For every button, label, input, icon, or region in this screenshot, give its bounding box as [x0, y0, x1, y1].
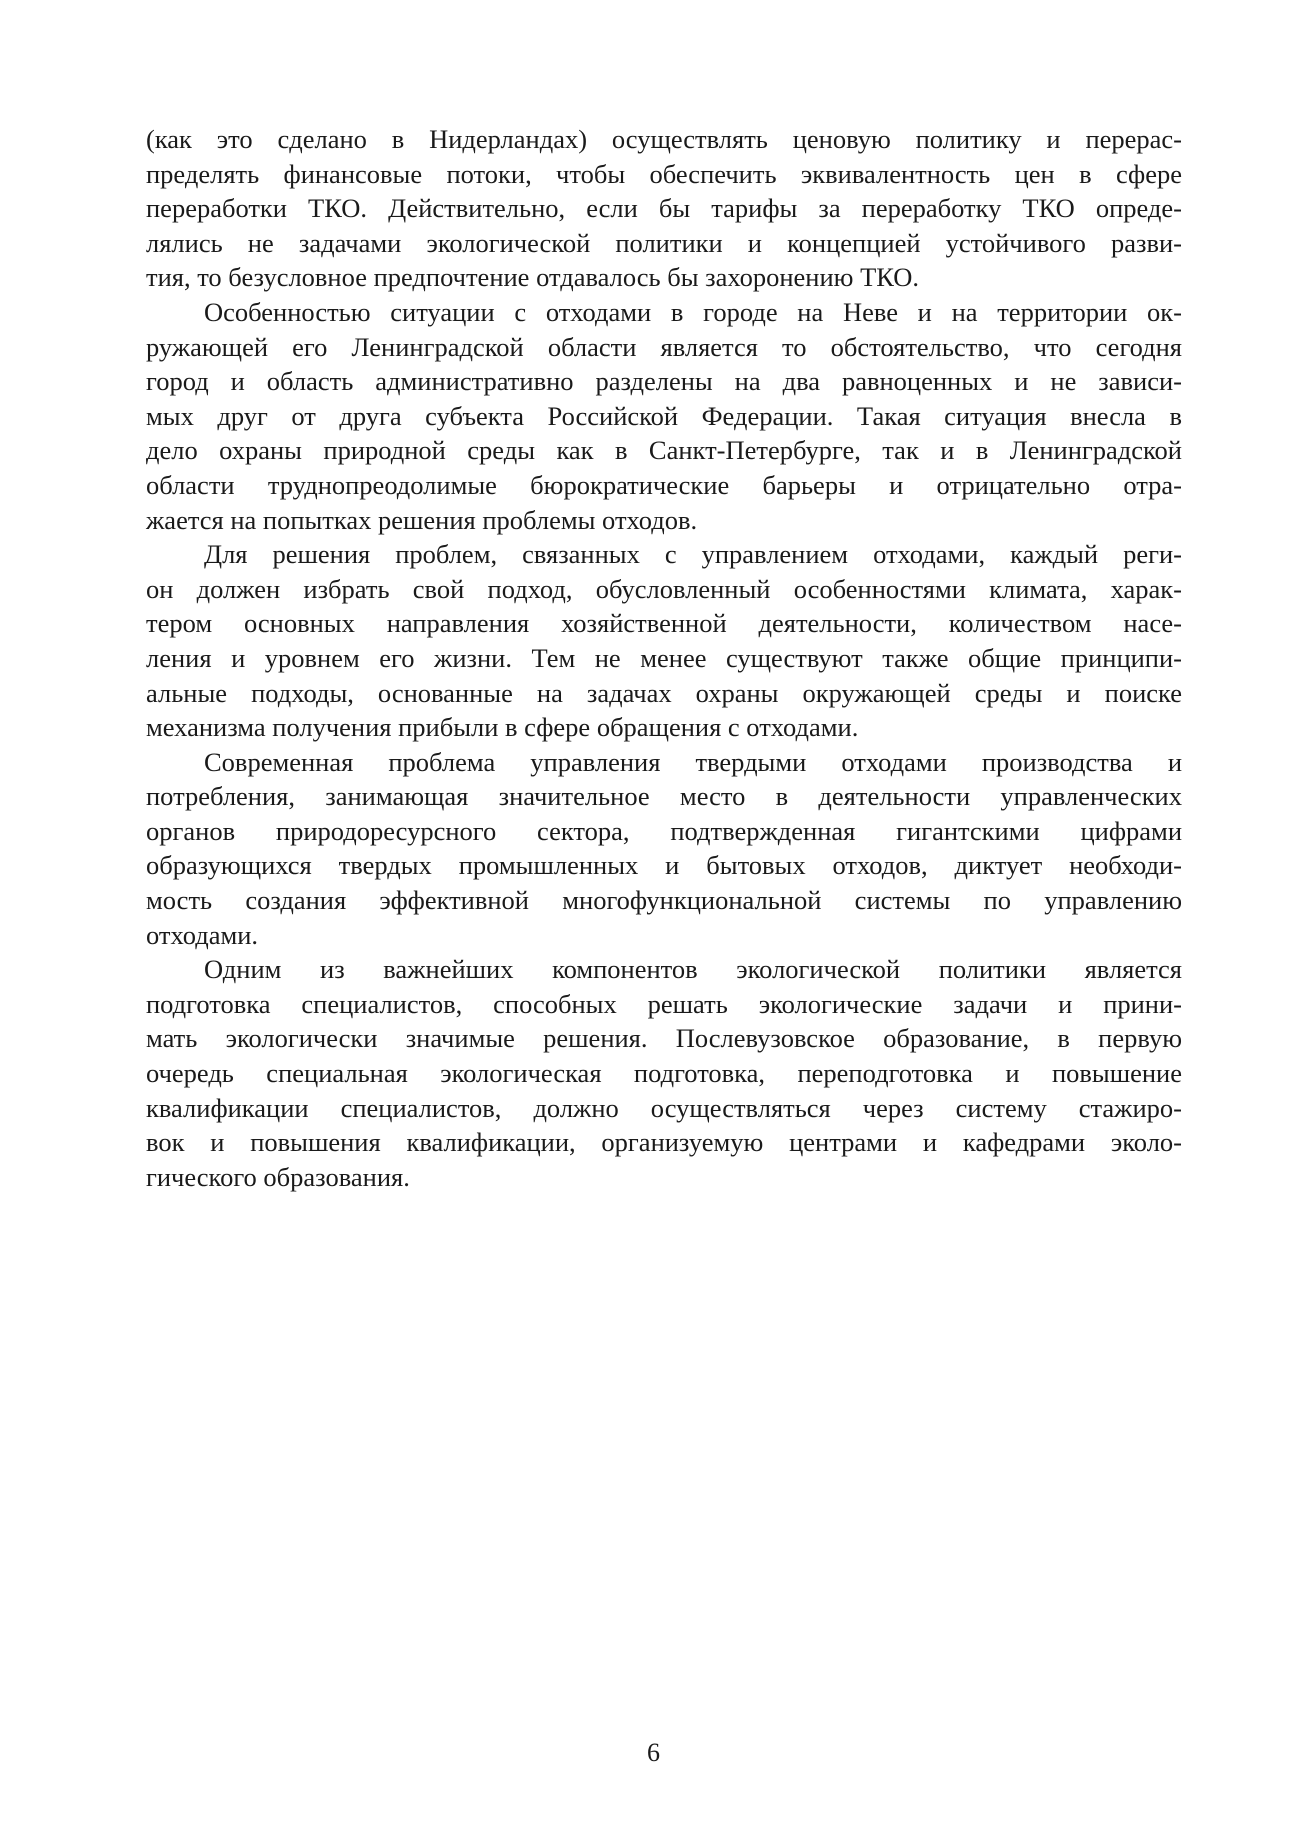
text-line: отходами.	[146, 919, 259, 950]
text-line: образующихся твердых промышленных и бытовых отходов, диктует необходи-	[146, 850, 1182, 881]
text-line: механизма получения прибыли в сфере обращения с отходами.	[146, 712, 859, 743]
text-line: мость создания эффективной многофункциональной системы по управлению	[146, 885, 1182, 916]
text-line: Одним из важнейших компонентов экологической политики является	[204, 954, 1182, 985]
text-line: гического образования.	[146, 1161, 410, 1192]
text-line: тером основных направления хозяйственной деятельности, количеством насе-	[146, 608, 1182, 639]
text-line: Для решения проблем, связанных с управлением отходами, каждый реги-	[204, 539, 1182, 570]
text-line: лялись не задачами экологической политики и концепцией устойчивого разви-	[146, 227, 1182, 258]
text-line: Особенностью ситуации с отходами в городе на Неве и на территории ок-	[204, 296, 1182, 327]
text-line: Современная проблема управления твердыми отходами производства и	[204, 746, 1182, 777]
page-number: 6	[647, 1738, 660, 1767]
text-line: жается на попытках решения проблемы отходов.	[146, 504, 698, 535]
text-line: мых друг от друга субъекта Российской Федерации. Такая ситуация внесла в	[146, 400, 1182, 431]
text-line: органов природоресурсного сектора, подтвержденная гигантскими цифрами	[146, 815, 1182, 846]
text-line: дело охраны природной среды как в Санкт-Петербурге, так и в Ленинградской	[146, 435, 1182, 466]
text-line: (как это сделано в Нидерландах) осуществлять ценовую политику и перерас-	[146, 124, 1182, 154]
text-line: потребления, занимающая значительное место в деятельности управленческих	[146, 781, 1182, 812]
text-line: мать экологически значимые решения. Послевузовское образование, в первую	[146, 1023, 1182, 1054]
text-line: очередь специальная экологическая подготовка, переподготовка и повышение	[146, 1058, 1182, 1089]
paragraph-2	[146, 295, 1182, 537]
text-line: вок и повышения квалификации, организуемую центрами и кафедрами эколо-	[146, 1127, 1182, 1158]
paragraph-5	[146, 952, 1182, 1194]
text-line: переработки ТКО. Действительно, если бы тарифы за переработку ТКО опреде-	[146, 193, 1182, 224]
paragraph-3	[146, 537, 1182, 745]
paragraph-4	[146, 745, 1182, 953]
text-line: город и область административно разделены на два равноценных и не зависи-	[146, 366, 1182, 397]
text-line: он должен избрать свой подход, обусловленный особенностями климата, харак-	[146, 573, 1182, 604]
text-line: квалификации специалистов, должно осуществляться через систему стажиро-	[146, 1092, 1182, 1123]
text-line: тия, то безусловное предпочтение отдавалось бы захоронению ТКО.	[146, 262, 920, 293]
text-line: ружающей его Ленинградской области является то обстоятельство, что сегодня	[146, 331, 1182, 362]
text-line: пределять финансовые потоки, чтобы обеспечить эквивалентность цен в сфере	[146, 158, 1182, 189]
text-line: альные подходы, основанные на задачах охраны окружающей среды и поиске	[146, 677, 1182, 708]
text-line: ления и уровнем его жизни. Тем не менее существуют также общие принципи-	[146, 642, 1182, 673]
text-line: подготовка специалистов, способных решать экологические задачи и прини-	[146, 988, 1182, 1019]
body-text	[146, 122, 1182, 1194]
paragraph-1	[146, 122, 1182, 295]
text-line: области труднопреодолимые бюрократические барьеры и отрицательно отра-	[146, 469, 1182, 500]
